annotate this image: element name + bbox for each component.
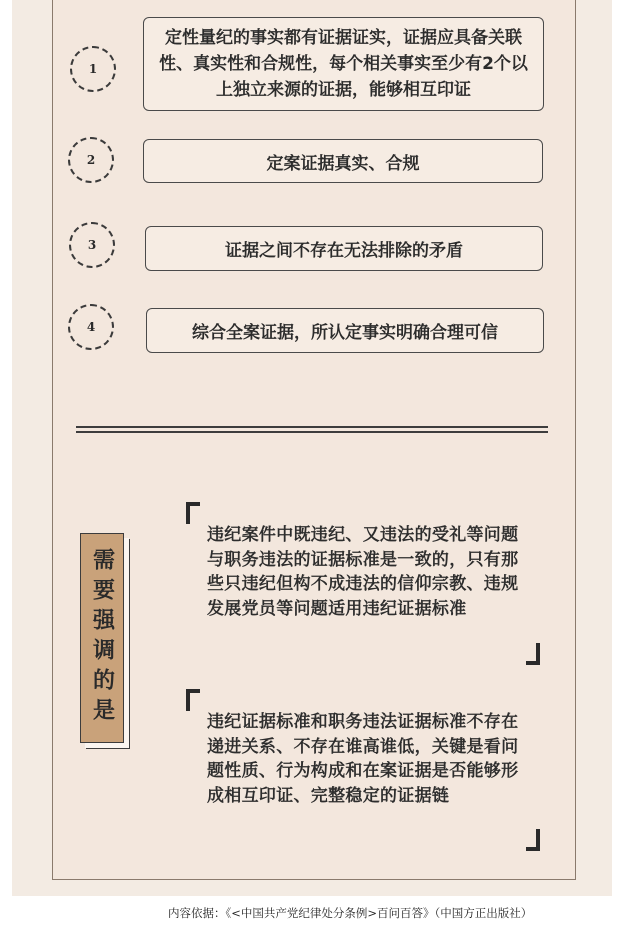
criterion-text-1: 定性量纪的事实都有证据证实，证据应具备关联性、真实性和合规性，每个相关事实至少有2个以上独立来源的证据，能够相互印证 xyxy=(159,28,528,100)
number-badge-2 xyxy=(68,137,114,183)
criterion-box-3 xyxy=(145,226,543,271)
number-badge-1 xyxy=(70,46,116,92)
criterion-text-4: 综合全案证据，所认定事实明确合理可信 xyxy=(192,323,498,343)
emphasis-label-text: 需要强调的是 xyxy=(89,548,115,728)
divider-line-bottom xyxy=(76,431,548,433)
emphasis-label xyxy=(80,533,124,743)
open-quote-mark-2 xyxy=(186,689,200,711)
quote-text-2: 违纪证据标准和职务违法证据标准不存在递进关系、不存在谁高谁低，关键是看问题性质、行为构成和在案证据是否能够形成相互印证、完整稳定的证据链 xyxy=(207,712,519,806)
close-quote-mark-2 xyxy=(526,829,540,851)
number-badge-3 xyxy=(69,222,115,268)
number-4: 4 xyxy=(86,320,96,334)
source-note: 内容依据：《<中国共产党纪律处分条例>百问百答》（中国方正出版社） xyxy=(168,906,533,920)
criterion-text-2: 定案证据真实、合规 xyxy=(266,153,420,174)
number-2: 2 xyxy=(86,153,96,167)
number-badge-4 xyxy=(68,304,114,350)
open-quote-mark-1 xyxy=(186,502,200,524)
criterion-box-1 xyxy=(143,17,544,111)
divider-line-top xyxy=(76,426,548,428)
quote-text-1: 违纪案件中既违纪、又违法的受礼等问题与职务违法的证据标准是一致的，只有那些只违纪但构不成违法的信仰宗教、违规发展党员等问题适用违纪证据标准 xyxy=(207,525,519,619)
criterion-box-2 xyxy=(143,139,543,183)
close-quote-mark-1 xyxy=(526,643,540,665)
criterion-text-3: 证据之间不存在无法排除的矛盾 xyxy=(225,241,463,261)
criterion-box-4 xyxy=(146,308,544,353)
number-3: 3 xyxy=(87,238,97,252)
number-1: 1 xyxy=(88,62,98,76)
